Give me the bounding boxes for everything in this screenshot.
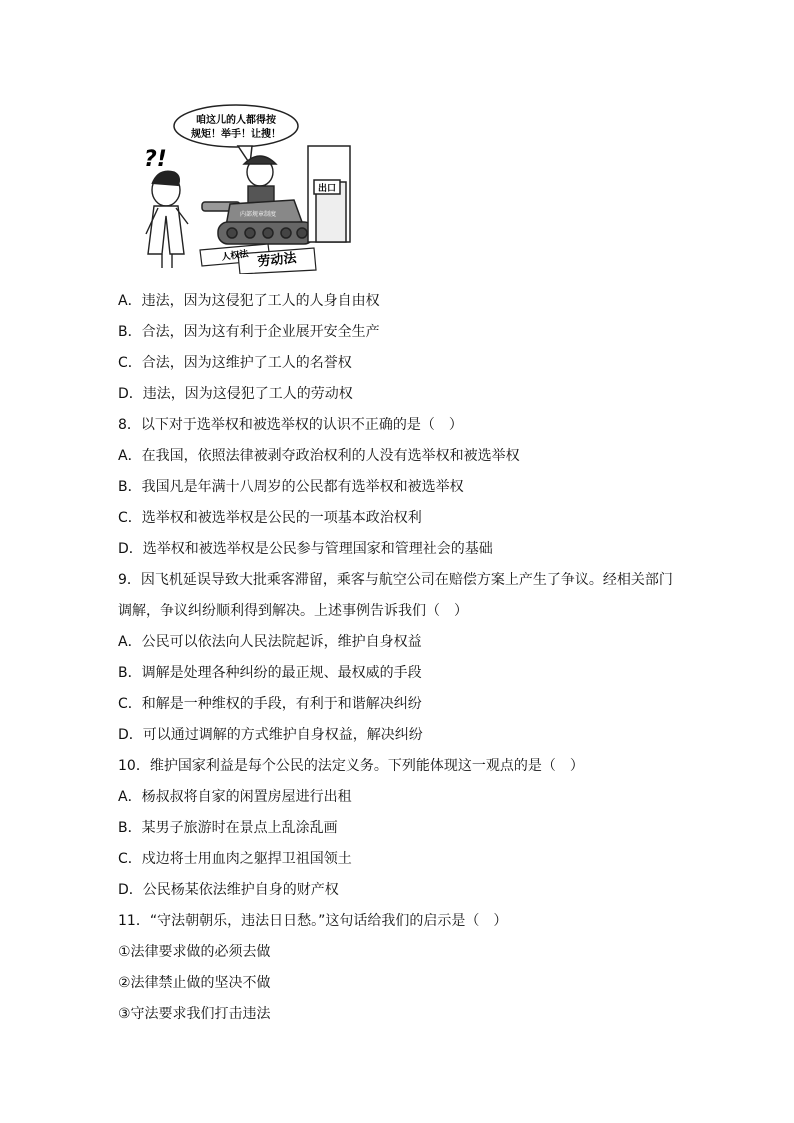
tank-sign: 内部规章制度: [239, 211, 277, 218]
option-line: B．合法，因为这有利于企业展开安全生产: [118, 324, 380, 340]
option-line: C．戍边将士用血肉之躯捍卫祖国领土: [118, 851, 352, 867]
option-line: A．公民可以依法向人民法院起诉，维护自身权益: [118, 634, 422, 650]
worker-figure: [146, 171, 188, 268]
option-line: D．选举权和被选举权是公民参与管理国家和管理社会的基础: [118, 541, 493, 557]
exit-door: [308, 146, 350, 242]
speech-bubble: [174, 105, 298, 147]
option-line: C．选举权和被选举权是公民的一项基本政治权利: [118, 510, 422, 526]
exit-sign: 出口: [317, 184, 337, 194]
question-8-stem: 8．以下对于选举权和被选举权的认识不正确的是（ ）: [118, 417, 463, 433]
tank-figure: [202, 200, 314, 244]
statement-line: ②法律禁止做的坚决不做: [118, 975, 271, 991]
statement-line: ③守法要求我们打击违法: [118, 1006, 271, 1022]
option-line: D．可以通过调解的方式维护自身权益，解决纠纷: [118, 727, 423, 743]
option-line: D．公民杨某依法维护自身的财产权: [118, 882, 339, 898]
option-line: A．在我国，依照法律被剥夺政治权利的人没有选举权和被选举权: [118, 448, 520, 464]
option-line: A．违法，因为这侵犯了工人的人身自由权: [118, 293, 380, 309]
speech-bubble-line1: 咱这儿的人都得按: [196, 115, 276, 126]
cartoon-illustration: [118, 104, 358, 274]
paper-small-label: 人权法: [221, 249, 250, 263]
option-line: B．调解是处理各种纠纷的最正规、最权威的手段: [118, 665, 422, 681]
question-10-stem: 10．维护国家利益是每个公民的法定义务。下列能体现这一观点的是（ ）: [118, 758, 584, 774]
soldier-figure: [244, 156, 276, 208]
question-content: [118, 286, 718, 1030]
question-9-stem-cont: 调解，争议纠纷顺利得到解决。上述事例告诉我们（ ）: [118, 603, 468, 619]
option-line: C．和解是一种维权的手段，有利于和谐解决纠纷: [118, 696, 422, 712]
question-9-stem: 9．因飞机延误导致大批乘客滞留，乘客与航空公司在赔偿方案上产生了争议。经相关部门: [118, 572, 673, 588]
exclaim-mark: ?!: [144, 147, 167, 172]
question-11-stem: 11．“守法朝朝乐，违法日日愁。”这句话给我们的启示是（ ）: [118, 913, 508, 929]
option-line: A．杨叔叔将自家的闲置房屋进行出租: [118, 789, 352, 805]
option-line: D．违法，因为这侵犯了工人的劳动权: [118, 386, 353, 402]
statement-line: ①法律要求做的必须去做: [118, 944, 271, 960]
paper-large-label: 劳动法: [256, 250, 298, 270]
speech-bubble-line2: 规矩！举手！让搜！: [191, 129, 281, 140]
option-line: B．我国凡是年满十八周岁的公民都有选举权和被选举权: [118, 479, 464, 495]
option-line: B．某男子旅游时在景点上乱涂乱画: [118, 820, 338, 836]
option-line: C．合法，因为这维护了工人的名誉权: [118, 355, 352, 371]
